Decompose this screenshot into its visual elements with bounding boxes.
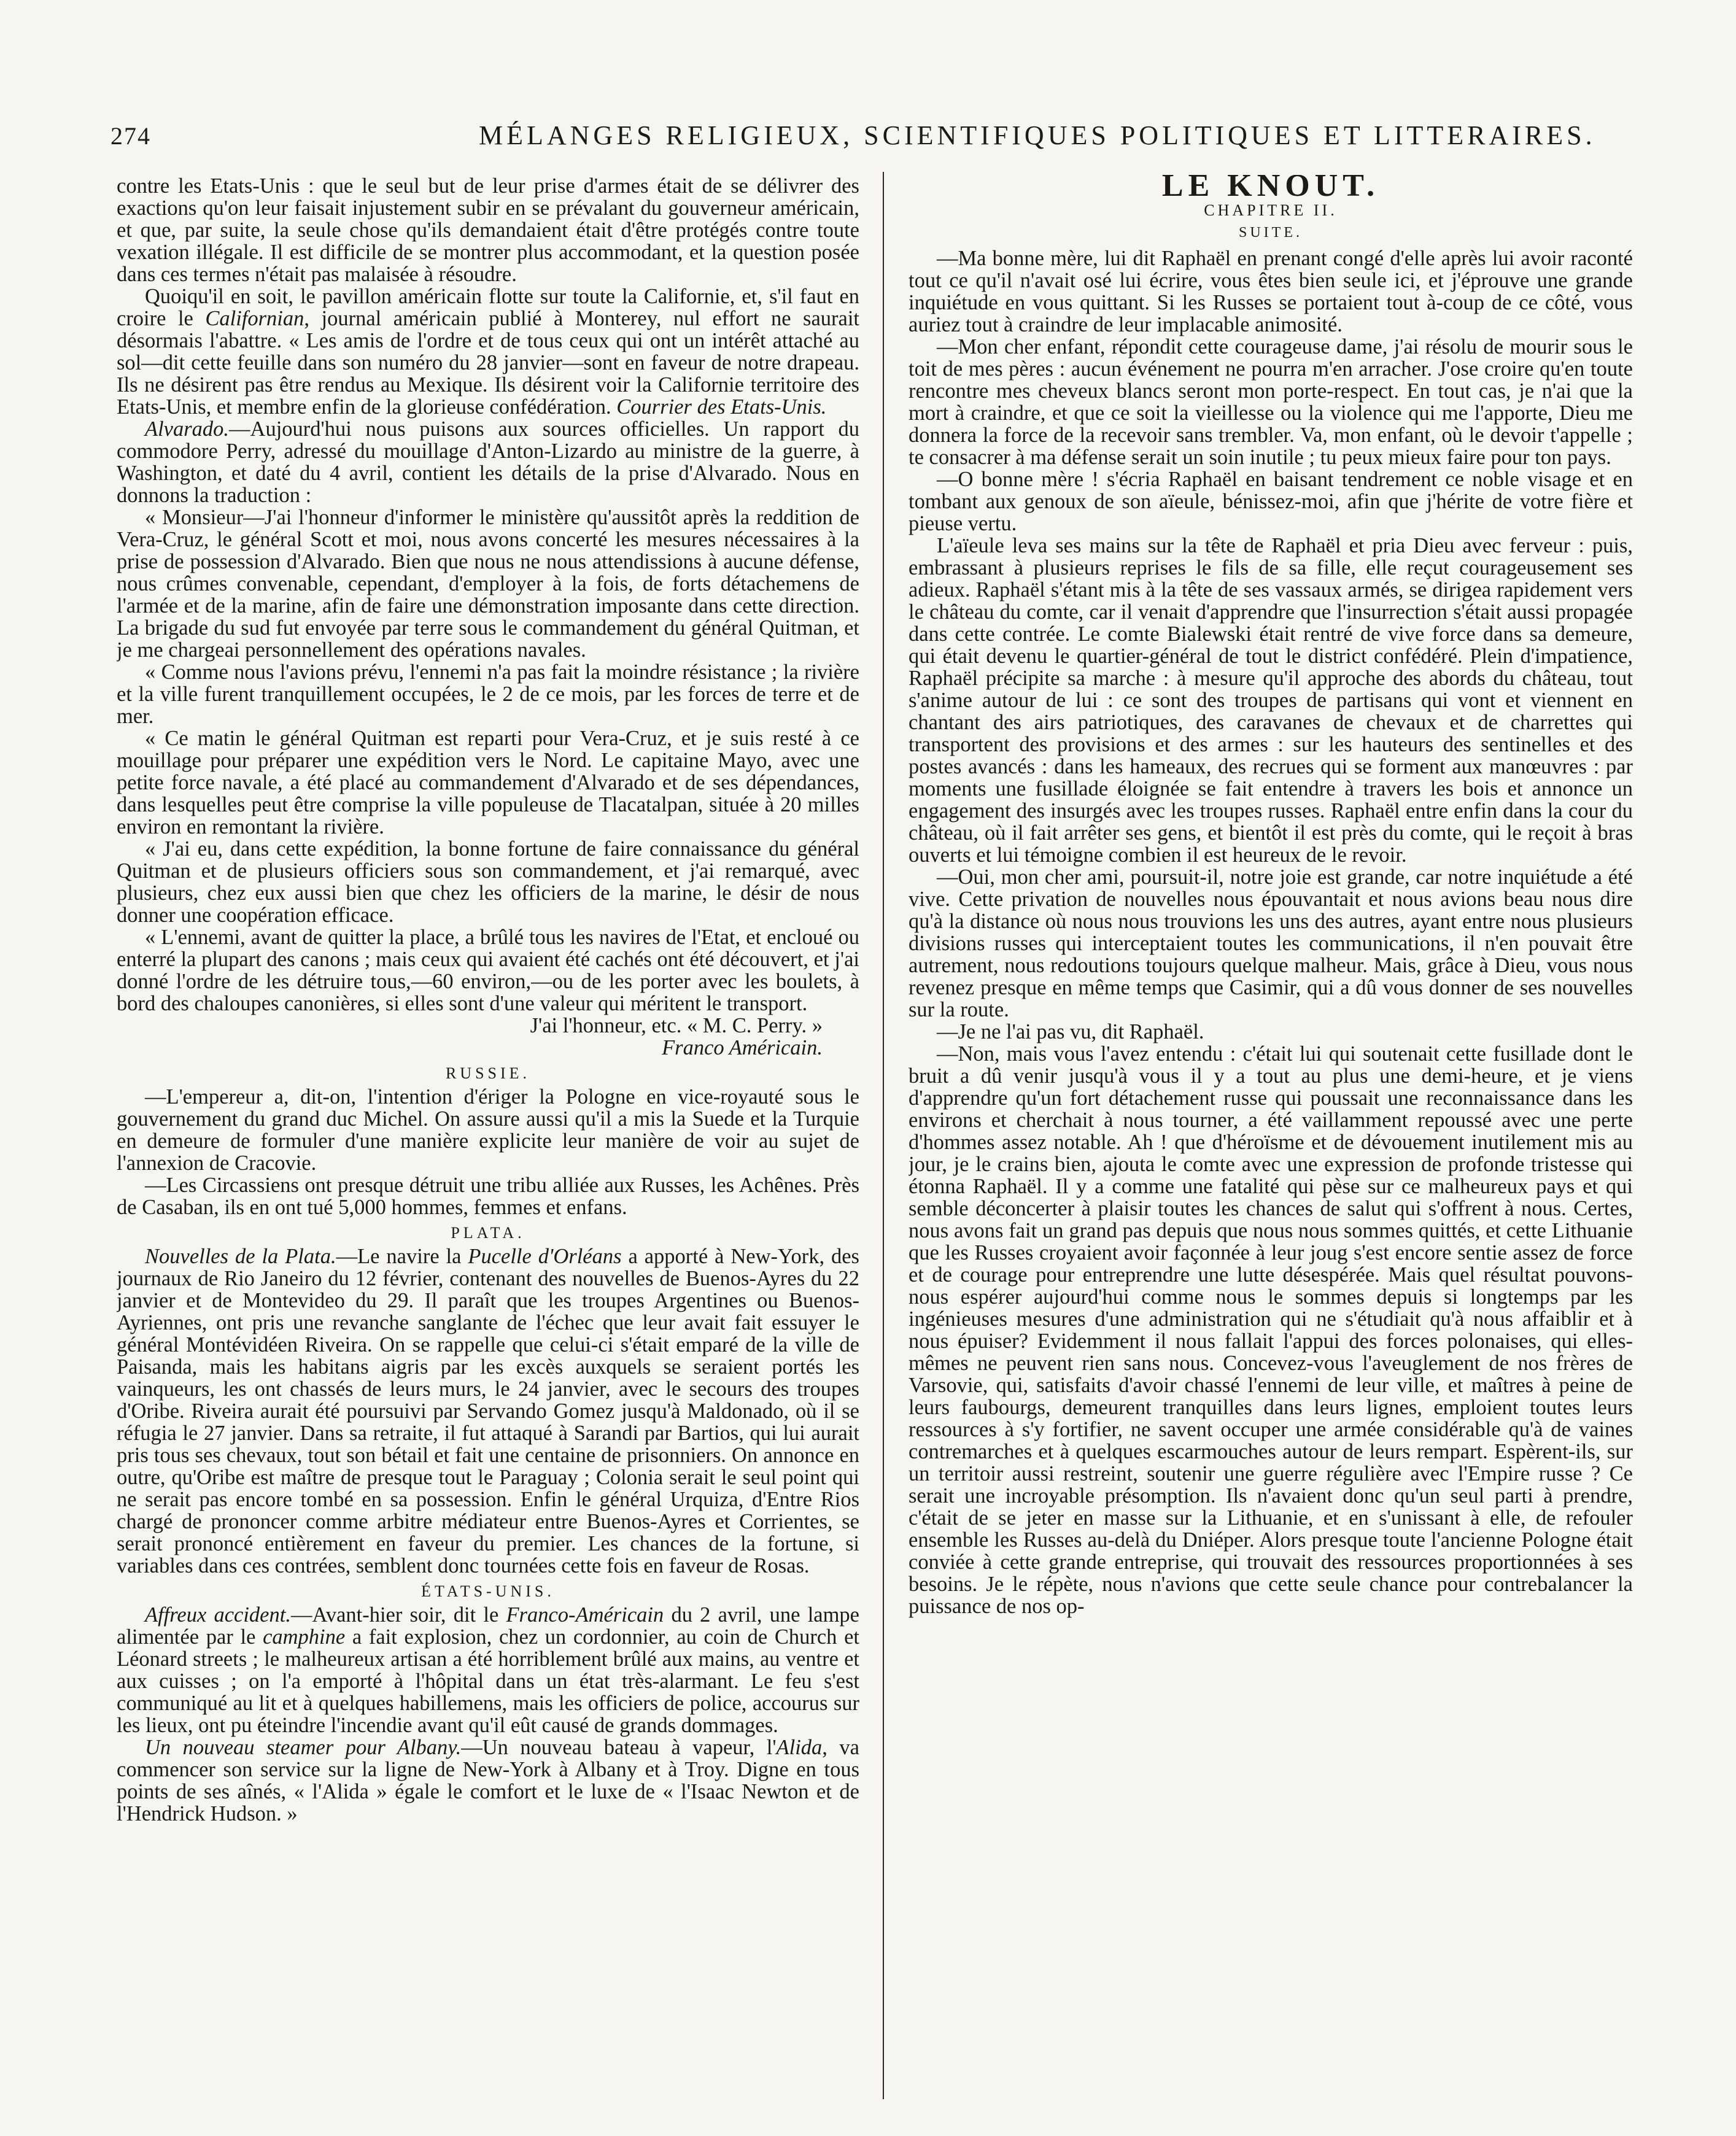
story-paragraph-6: —Je ne l'ai pas vu, dit Raphaël. — [937, 1020, 1204, 1043]
story-paragraph-2: —Mon cher enfant, répondit cette courageuse dame, j'ai résolu de mourir sous le toit de mes pères : aucun événement ne pourra m'en arracher. J'ose croire qu'en toute rencontre mes cheveux blancs seront mon porte-respect. En tout cas, je n'ai que la mort à craindre, et que ce soit la vieillesse ou la violence qui me l'apporte, Dieu me donnera la force de la recevoir sans trembler. Va, mon enfant, où le devoir t'appelle ; te consacrer à ma défense serait un soin inutile ; tu peux mieux faire pour ton pays. — [909, 335, 1633, 469]
signature: J'ai l'honneur, etc. « M. C. Perry. » — [530, 1014, 823, 1037]
russie-paragraph-1: —L'empereur a, dit-on, l'intention d'ériger la Pologne en vice-royauté sous le gouvernement du grand duc Michel. On assure aussi qu'il a mis la Suede et la Turquie en demeure de formuler d'une manière explicite leur manière de voir au sujet de l'annexion de Cracovie. — [117, 1085, 859, 1175]
signature-source: Franco Américain. — [662, 1036, 823, 1059]
suite-label: SUITE. — [1239, 225, 1303, 241]
column-rule — [883, 172, 884, 2099]
article-title: LE KNOUT. — [1161, 175, 1380, 203]
accident-paragraph: Affreux accident.—Avant-hier soir, dit le Franco-Américain du 2 avril, une lampe alimentée par le camphine a fait explosion, chez un cordonnier, au coin de Church et Léonard streets ; le malheureux artisan a été horriblement brûlé aux mains, au ventre et aux cuisses ; on l'a emporté à l'hôpital dans un état très-alarmant. Le feu s'est communiqué au lit et à quelques habillemens, mais les officiers de police, accourus sur les lieux, ont pu éteindre l'incendie avant qu'il eût causé de grands dommages. — [117, 1603, 859, 1737]
alvarado-intro: Alvarado.—Aujourd'hui nous puisons aux sources officielles. Un rapport du commodore Perry, adressé du mouillage d'Anton-Lizardo au ministre de la guerre, à Washington, et daté du 4 avril, contient les détails de la prise d'Alvarado. Nous en donnons la traduction : — [117, 417, 859, 507]
page-number: 274 — [110, 122, 151, 150]
left-column — [117, 175, 859, 2096]
section-title-etats-unis: ÉTATS-UNIS. — [421, 1582, 555, 1600]
california-paragraph: Quoiqu'il en soit, le pavillon américain flotte sur toute la Californie, et, s'il faut en croire le Californian, journal américain publié à Monterey, nul effort ne saurait désormais l'abattre. « Les amis de l'ordre et de tous ceux qui ont un intérêt attaché au sol—dit cette feuille dans son numéro du 28 janvier—sont en faveur de notre drapeau. Ils ne désirent pas être rendus au Mexique. Ils désirent voir la Californie territoire des Etats-Unis, et membre enfin de la glorieuse confédération. Courrier des Etats-Unis. — [117, 285, 859, 419]
source-courrier: Courrier des Etats-Unis. — [616, 395, 827, 419]
story-paragraph-1: —Ma bonne mère, lui dit Raphaël en prenant congé d'elle après lui avoir raconté tout ce qu'il n'avait osé lui écrire, vous êtes bien seule ici, et j'éprouve une grande inquiétude en vous quittant. Si les Russes se portaient tout à-coup de ce côté, vous auriez tout à craindre de leur implacable animosité. — [909, 247, 1633, 336]
story-paragraph-7: —Non, mais vous l'avez entendu : c'était lui qui soutenait cette fusillade dont le bruit a dû venir jusqu'à vous il y a tout au plus une demi-heure, et je viens d'apprendre qu'un fort détachement russe qui poussait une reconnaissance dans les environs et cherchait à nous tourner, a été vaillamment repoussé avec une perte d'hommes assez notable. Ah ! que d'héroïsme et de dévouement inutilement mis au jour, je le crains bien, ajouta le comte avec une expression de profonde tristesse qui étonna Raphaël. Il y a comme une fatalité qui pèse sur ce malheureux pays et qui semble déconcerter à plaisir toutes les chances de salut qui s'offrent à nous. Certes, nous avons fait un grand pas depuis que nous nous sommes quittés, et cette Lithuanie que les Russes croyaient avoir façonnée à leur joug s'est encore sentie assez de force et de courage pour entreprendre une lutte désespérée. Mais quel résultat pouvons-nous espérer aujourd'hui comme nous le sommes depuis si longtemps par les ingénieuses mesures d'une administration qui ne s'étudiait qu'à nous affaiblir et à nous épuiser? Evidemment il nous fallait l'appui des forces polonaises, qui elles-mêmes ne peuvent rien sans nous. Concevez-vous l'aveuglement de nos frères de Varsovie, qui, satisfaits d'avoir chassé l'ennemi de leur ville, et maîtres à peine de leurs faubourgs, demeurent tranquilles dans leurs lignes, emploient toutes leurs ressources à s'y fortifier, ne savent occuper une armée considérable qu'à de vaines contremarches et à quelques escarmouches autour de leurs rempart. Espèrent-ils, sur un territoir aussi restreint, soutenir une guerre régulière avec l'Empire russe ? Ce serait une incroyable présomption. Ils n'avaient donc qu'un seul parti à prendre, c'était de se jeter en masse sur la Lithuanie, et en s'unissant à elle, de refouler ensemble les Russes au-delà du Dniéper. Alors presque toute l'ancienne Pologne était conviée à cette grande entreprise, qui trouvait des ressources proportionnées à ses besoins. Je le répète, nous n'avions que cette seule chance pour contrebalancer la puissance de nos op- — [909, 1042, 1633, 1618]
section-title-plata: PLATA. — [451, 1224, 525, 1242]
report-paragraph-4: « J'ai eu, dans cette expédition, la bonne fortune de faire connaissance du général Quitman et de plusieurs officiers sous son commandement, et j'ai remarqué, avec plusieurs, chez eux aussi bien que chez les officiers de la marine, le désir de nous donner une coopération efficace. — [117, 837, 859, 927]
chapter-heading: CHAPITRE II. — [1204, 201, 1338, 219]
steamer-paragraph: Un nouveau steamer pour Albany.—Un nouveau bateau à vapeur, l'Alida, va commencer son service sur la ligne de New-York à Albany et à Troy. Digne en tous points de ses aînés, « l'Alida » égale le comfort et le luxe de « l'Isaac Newton et de l'Hendrick Hudson. » — [117, 1736, 859, 1825]
russie-paragraph-2: —Les Circassiens ont presque détruit une tribu alliée aux Russes, les Achênes. Près de Casaban, ils en ont tué 5,000 hommes, femmes et enfans. — [117, 1174, 859, 1219]
story-paragraph-3: —O bonne mère ! s'écria Raphaël en baisant tendrement ce noble visage et en tombant aux genoux de son aïeule, bénissez-moi, afin que j'hérite de votre fière et pieuse vertu. — [909, 468, 1633, 535]
story-paragraph-4: L'aïeule leva ses mains sur la tête de Raphaël et pria Dieu avec ferveur : puis, embrassant à plusieurs reprises le fils de sa fille, elle reçut courageusement ses adieux. Raphaël s'étant mis à la tête de ses vassaux armés, se dirigea rapidement vers le château du comte, car il venait d'apprendre que l'insurrection s'était aussi propagée dans cette contrée. Le comte Bialewski était rentré de vive force dans sa demeure, qui était devenu le quartier-général de tout le district confédéré. Plein d'impatience, Raphaël précipite sa marche : à mesure qu'il approche des abords du château, tout s'anime autour de lui : ce sont des troupes de partisans qui vont et viennent en chantant des airs patriotiques, des caravanes de chevaux et de charrettes qui transportent des provisions et des armes : sur les hauteurs des sentinelles et des postes avancés : dans les hameaux, des recrues qui se forment aux manœuvres : par moments une fusillade éloignée se fait entendre à travers les bois et annonce un engagement des insurgés avec les troupes russes. Raphaël entre enfin dans la cour du château, où il fait arrêter ses gens, et bientôt il est près du comte, qui le reçoit à bras ouverts et lui témoigne combien il est heureux de le revoir. — [909, 534, 1633, 867]
continued-paragraph: contre les Etats-Unis : que le seul but de leur prise d'armes était de se délivrer des exactions qu'on leur faisait injustement subir en se prévalant du gouverneur américain, et que, par suite, la seule chose qu'ils demandaient était d'être protégés contre toute vexation illégale. Il est difficile de se montrer plus accommodant, et la question posée dans ces termes n'était pas malaisée à résoudre. — [117, 175, 859, 286]
report-paragraph-3: « Ce matin le général Quitman est reparti pour Vera-Cruz, et je suis resté à ce mouillage pour préparer une expédition vers le Nord. Le capitaine Mayo, avec une petite force navale, a été placé au commandement d'Alvarado et de ses dépendances, dans lesquelles peut être comprise la ville populeuse de Tlacatalpan, située à 20 milles environ en remontant la rivière. — [117, 727, 859, 838]
right-column — [909, 175, 1633, 2096]
plata-paragraph: Nouvelles de la Plata.—Le navire la Pucelle d'Orléans a apporté à New-York, des journaux de Rio Janeiro du 12 février, contenant des nouvelles de Buenos-Ayres du 22 janvier et de Montevideo du 29. Il paraît que les troupes Argentines ou Buenos-Ayriennes, ont pris une revanche sanglante de l'échec que leur avait fait essuyer le général Montévidéen Riveira. On se rappelle que celui-ci s'était emparé de la ville de Paisanda, mais les habitans aigris par les excès auxquels se seraient portés les vainqueurs, les ont chassés de leurs murs, le 24 janvier, avec le secours des troupes d'Oribe. Riveira aurait été poursuivi par Servando Gomez jusqu'à Maldonado, où il se réfugia le 27 janvier. Dans sa retraite, il fut attaqué à Sarandi par Bartios, qui lui aurait pris tous ses chevaux, tout son bétail et fait une centaine de prisonniers. On annonce en outre, qu'Oribe est maître de presque tout le Paraguay ; Colonia serait le seul point qui ne serait pas encore tombé en sa possession. Enfin le général Urquiza, d'Entre Rios chargé de prononcer comme arbitre médiateur entre Buenos-Ayres et Corrientes, se serait prononcé entièrement en faveur du premier. Les chances de la fortune, si variables dans ces contrées, semblent donc tournées cette fois en faveur de Rosas. — [117, 1245, 859, 1577]
report-paragraph-5: « L'ennemi, avant de quitter la place, a brûlé tous les navires de l'Etat, et encloué ou enterré la plupart des canons ; mais ceux qui avaient été cachés ont été découvert, et j'ai donné l'ordre de les détruire tous,—60 environ,—ou de les porter avec les boulets, à bord des chaloupes canonières, si elles sont d'une valeur qui méritent le transport. — [117, 926, 859, 1015]
running-head — [110, 120, 1619, 157]
running-title: MÉLANGES RELIGIEUX, SCIENTIFIQUES POLITIQUES ET LITTERAIRES. — [479, 120, 1596, 150]
section-title-russie: RUSSIE. — [445, 1064, 531, 1082]
story-paragraph-5: —Oui, mon cher ami, poursuit-il, notre joie est grande, car notre inquiétude a été vive. Cette privation de nouvelles nous épouvantait et nous avions beau nous dire qu'à la distance où nous nous trouvions les uns des autres, ayant entre nous plusieurs divisions russes qui interceptaient toutes les communications, il n'en pouvait être autrement, nous redoutions toujours quelque malheur. Mais, grâce à Dieu, vous nous revenez presque en même temps que Casimir, qui a dû vous donner de ses nouvelles sur la route. — [909, 865, 1633, 1021]
report-paragraph-2: « Comme nous l'avions prévu, l'ennemi n'a pas fait la moindre résistance ; la rivière et la ville furent tranquillement occupées, le 2 de ce mois, par les forces de terre et de mer. — [117, 660, 859, 728]
report-paragraph-1: « Monsieur—J'ai l'honneur d'informer le ministère qu'aussitôt après la reddition de Vera-Cruz, le général Scott et moi, nous avons concerté les mesures nécessaires à la prise de possession d'Alvarado. Bien que nous ne nous attendissions à aucune défense, nous crûmes convenable, cependant, d'employer à la fois, de forts détachemens de l'armée et de la marine, afin de faire une démonstration imposante dans cette direction. La brigade du sud fut envoyée par terre sous le commandement du général Quitman, et je me chargeai personnellement des opérations navales. — [117, 506, 859, 662]
